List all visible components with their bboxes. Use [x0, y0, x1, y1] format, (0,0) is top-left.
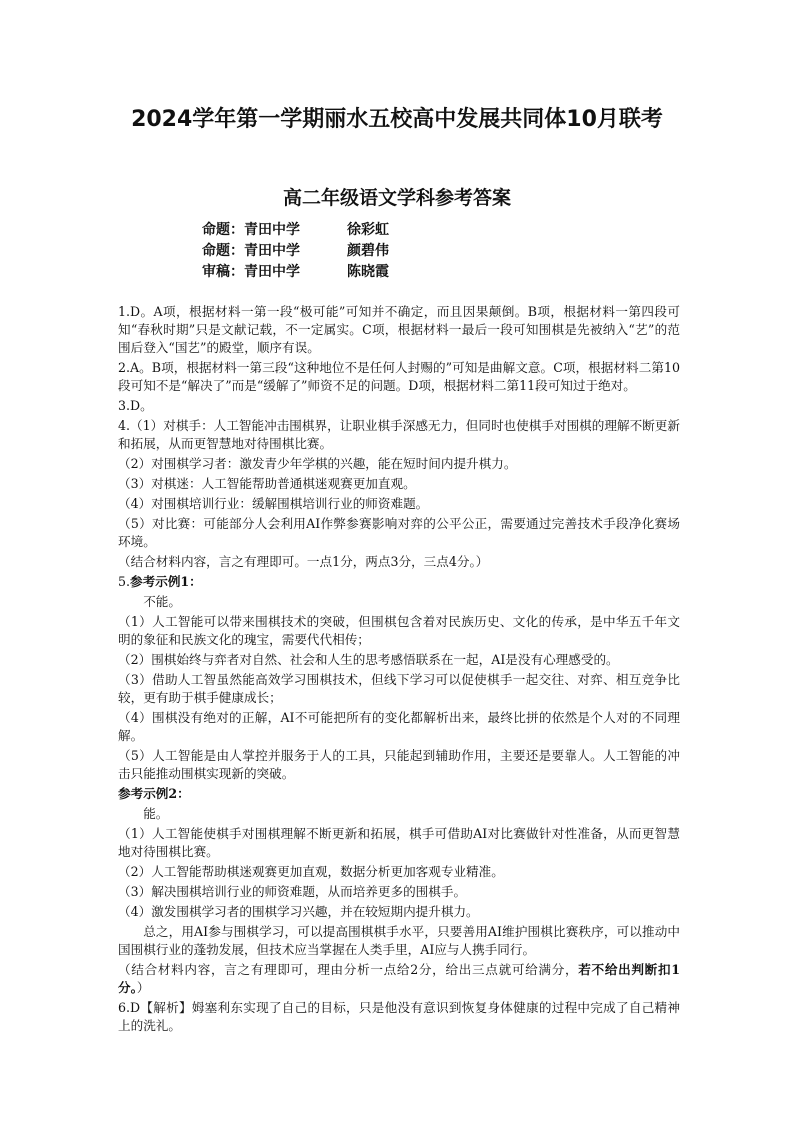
example1-point: （3）借助人工智虽然能高效学习围棋技术，但线下学习可以促使棋手一起交往、对弈、相互竞争比较，更有助于棋手健康成长； [118, 672, 680, 705]
q6-text: 姆塞利东实现了自己的目标，只是他没有意识到恢复身体健康的过程中完成了自己精神上的洗礼。 [118, 1000, 681, 1033]
example2-point: （3）解决围棋培训行业的师资难题，从而培养更多的围棋手。 [118, 884, 467, 899]
author-name: 徐彩虹 [347, 222, 389, 238]
answer-q4-point: （5）对比赛：可能部分人会利用AI作弊参赛影响对弈的公平公正，需要通过完善技术手段净化赛场环境。 [118, 516, 680, 549]
author-line [202, 241, 602, 262]
example2-label: 参考示例2： [118, 786, 190, 801]
q6-number: 6.D [118, 1000, 141, 1015]
example2-point: （4）激发围棋学习者的围棋学习兴趣，并在较短期内提升棋力。 [118, 904, 479, 919]
example2-lead: 能。 [143, 806, 169, 821]
author-list [202, 220, 602, 283]
answer-q4-point: （3）对棋迷：人工智能帮助普通棋迷观赛更加直观。 [118, 476, 416, 491]
author-name: 陈晓霞 [347, 264, 389, 280]
author-line [202, 220, 602, 241]
example1-point: （4）围棋没有绝对的正解，AI不可能把所有的变化都解析出来，最终比拼的依然是个人对的不同理解。 [118, 710, 680, 743]
answer-q6 [118, 999, 680, 1035]
answer-content [118, 303, 680, 1037]
q5-conclusion: 总之，用AI参与围棋学习，可以提高围棋棋手水平，只要善用AI维护围棋比赛秩序，可以推动中国围棋行业的蓬勃发展，但技术应当掌握在人类手里，AI应与人携手同行。 [118, 924, 680, 957]
q5-number: 5. [118, 574, 131, 589]
example1-lead: 不能。 [143, 594, 181, 609]
example1-label: 参考示例1： [130, 574, 202, 589]
q5-scoring-suffix: ） [136, 980, 150, 995]
example1-point: （1）人工智能可以带来围棋技术的突破，但围棋包含着对民族历史、文化的传承，是中华五千年文明的象征和民族文化的瑰宝，需要代代相传； [118, 614, 680, 647]
answer-q3: 3.D。 [118, 398, 153, 413]
answer-q5-header [118, 573, 680, 591]
document-title: 2024学年第一学期丽水五校高中发展共同体10月联考 [131, 107, 663, 132]
q5-scoring-prefix: （结合材料内容，言之有理即可，理由分析一点给2分，给出三点就可给满分， [118, 962, 579, 977]
author-role: 命题：青田中学 [202, 222, 300, 238]
author-line [202, 262, 602, 283]
answer-q2: 2.A。B项，根据材料一第三段“这种地位不是任何人封赐的”可知是曲解文意。C项，根据材料二第10段可知不是“解决了”而是“缓解了”师资不足的问题。D项，根据材料二第11段可知过于绝对。 [118, 360, 680, 393]
answer-q4-point: （2）对围棋学习者：激发青少年学棋的兴趣，能在短时间内提升棋力。 [118, 456, 517, 471]
example1-point: （5）人工智能是由人掌控并服务于人的工具，只能起到辅助作用，主要还是要靠人。人工智能的冲击只能推动围棋实现新的突破。 [118, 748, 680, 781]
example2-point: （2）人工智能帮助棋迷观赛更加直观，数据分析更加客观专业精准。 [118, 864, 504, 879]
document-subtitle: 高二年级语文学科参考答案 [282, 187, 511, 209]
author-role: 命题：青田中学 [202, 243, 300, 259]
answer-q4-point: 4.（1）对棋手：人工智能冲击围棋界，让职业棋手深感无力，但同时也使棋手对围棋的理解不断更新和拓展，从而更智慧地对待围棋比赛。 [118, 418, 680, 451]
answer-q1: 1.D。A项，根据材料一第一段“极可能”可知并不确定，而且因果颠倒。B项，根据材料一第四段可知“春秋时期”只是文献记载，不一定属实。C项，根据材料一最后一段可知围棋是先被纳入“艺”的范围后登入“国艺”的殿堂，顺序有误。 [118, 304, 680, 355]
example2-point: （1）人工智能使棋手对围棋理解不断更新和拓展，棋手可借助AI对比赛做针对性准备，从而更智慧地对待围棋比赛。 [118, 826, 680, 859]
author-role: 审稿：青田中学 [202, 264, 300, 280]
q5-scoring-bold: 若不给出判断扣1分。 [118, 962, 680, 995]
answer-q4-scoring: （结合材料内容，言之有理即可。一点1分，两点3分，三点4分。） [118, 554, 489, 569]
q6-tag: 【解析】 [140, 1000, 192, 1015]
author-name: 颜碧伟 [347, 243, 389, 259]
q5-scoring [118, 961, 680, 997]
example1-point: （2）围棋始终与弈者对自然、社会和人生的思考感悟联系在一起，AI是没有心理感受的。 [118, 652, 619, 667]
answer-q4-point: （4）对围棋培训行业：缓解围棋培训行业的师资难题。 [118, 496, 429, 511]
